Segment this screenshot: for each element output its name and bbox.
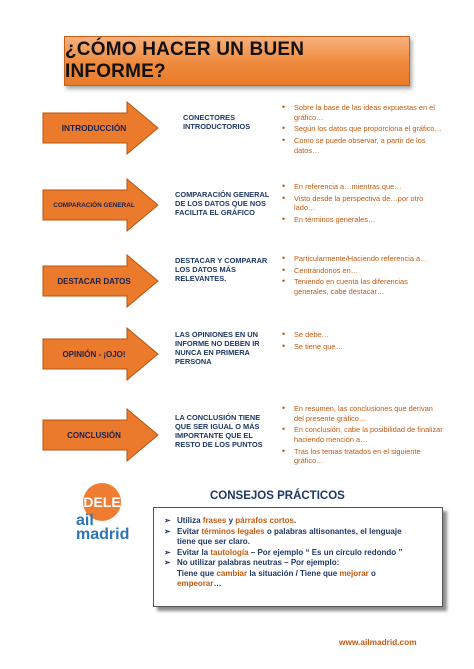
tip-item: ➢ Evitar términos legales o palabras altisonantes, el lenguaje tiene que ser claro. — [164, 526, 402, 547]
section-description: DESTACAR Y COMPARAR LOS DATOS MÁS RELEVANTES. — [175, 256, 268, 284]
footer-url[interactable]: www.ailmadrid.com — [339, 637, 417, 647]
examples-list — [280, 182, 460, 227]
list-item: • Sobre la base de las ideas expuestas en el gráfico… — [280, 103, 460, 122]
list-item: • En referencia a…mientras que… — [280, 182, 460, 192]
arrow-conclusion — [41, 407, 160, 463]
consejos-title: CONSEJOS PRÁCTICOS — [210, 490, 345, 502]
examples-list — [280, 404, 460, 468]
list-item: • Teniendo en cuenta las diferencias generales, cabe destacar… — [280, 277, 460, 296]
arrow-label: DESTACAR DATOS — [57, 276, 131, 286]
arrow-introduccion — [41, 100, 160, 156]
arrow-bullet-icon: ➢ — [164, 516, 171, 525]
consejos-box — [153, 507, 443, 607]
arrow-bullet-icon: ➢ — [164, 547, 171, 557]
list-item: • Tras los temas tratados en el siguiente gráfico… — [280, 447, 460, 466]
section-description: COMPARACIÓN GENERAL DE LOS DATOS QUE NOS FACILITA EL GRÁFICO — [175, 190, 270, 218]
section-description: LA CONCLUSIÓN TIENE QUE SER IGUAL O MÁS IMPORTANTE QUE EL RESTO DE LOS PUNTOS — [175, 413, 263, 450]
logo-badge: DELE — [83, 483, 121, 521]
list-item: • Se debe… — [280, 330, 460, 340]
list-item: • Según los datos que proporciona el gráfico… — [280, 124, 460, 134]
list-item: • En resumen, las conclusiones que derivan del presente gráfico… — [280, 404, 460, 423]
dele-ailmadrid-logo — [72, 480, 132, 546]
arrow-bullet-icon: ➢ — [164, 558, 171, 568]
tip-item: ➢ Utiliza frases y párrafos cortos. — [164, 516, 297, 525]
arrow-bullet-icon: ➢ — [164, 526, 171, 536]
arrow-destacar-datos — [41, 253, 160, 309]
list-item: • En términos generales… — [280, 215, 460, 225]
list-item: • Como se puede observar, a partir de los datos… — [280, 136, 460, 155]
section-description: CONECTORES INTRODUCTORIOS — [183, 113, 251, 132]
arrow-label: COMPARACIÓN GENERAL — [53, 201, 135, 209]
section-description: LAS OPINIONES EN UN INFORME NO DEBEN IR NUNCA EN PRIMERA PERSONA — [175, 330, 260, 367]
arrow-comparacion-general — [41, 177, 160, 233]
arrow-label: CONCLUSIÓN — [67, 430, 121, 440]
arrow-opinion — [41, 326, 160, 382]
list-item: • Particularmente/Haciendo referencia a… — [280, 254, 460, 264]
list-item: • Centrándonos en… — [280, 266, 460, 276]
examples-list — [280, 254, 460, 299]
arrow-label: OPINIÓN - ¡OJO! — [62, 349, 126, 359]
list-item: • Visto desde la perspectiva de…por otro lado… — [280, 194, 460, 213]
examples-list — [280, 330, 460, 353]
page-title: ¿CÓMO HACER UN BUEN INFORME? — [64, 36, 410, 86]
list-item: • Se tiene que… — [280, 342, 460, 352]
tip-item: ➢ Evitar la tautología – Por ejemplo “ Es un círculo redondo ” — [164, 547, 403, 557]
list-item: • En conclusión, cabe la posibilidad de finalizar haciendo mención a… — [280, 425, 460, 444]
arrow-label: INTRODUCCIÓN — [61, 123, 127, 133]
examples-list — [280, 103, 460, 157]
logo-wordmark: ail madrid — [76, 512, 130, 543]
tip-item: ➢ No utilizar palabras neutras – Por ejemplo: Tiene que cambiar la situación / Tiene que mejorar o empeorar… — [164, 558, 376, 589]
